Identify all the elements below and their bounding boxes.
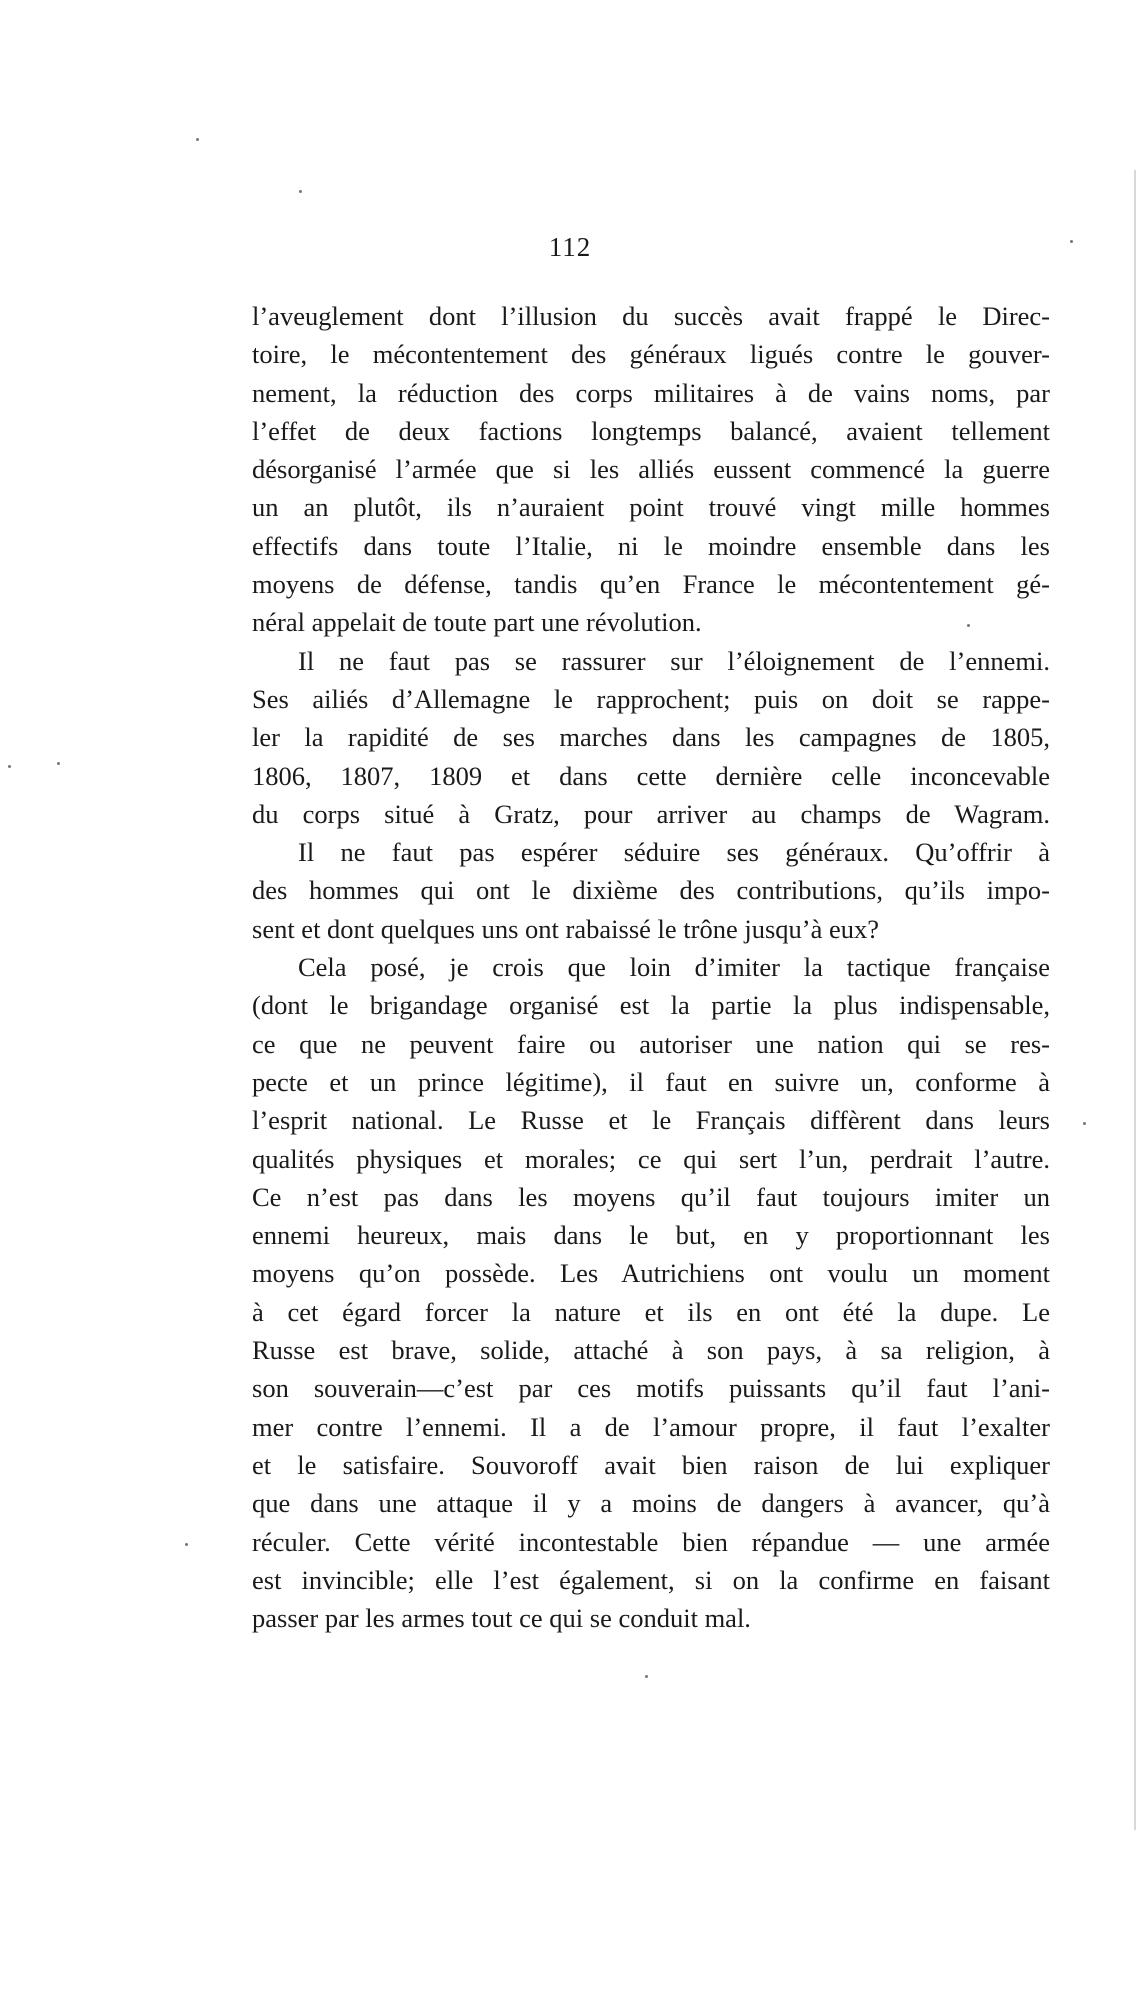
text-line: nement, la réduction des corps militaires à de vains noms, par (252, 377, 1050, 408)
text-line: désorganisé l’armée que si les alliés eussent commencé la guerre (252, 454, 1050, 485)
text-line: toire, le mécontentement des généraux ligués contre le gouver- (252, 339, 1050, 370)
scan-speck (967, 624, 970, 627)
text-line: son souverain—c’est par ces motifs puissants qu’il faut l’ani- (252, 1373, 1050, 1404)
text-line: que dans une attaque il y a moins de dangers à avancer, qu’à (252, 1488, 1050, 1519)
text-line: des hommes qui ont le dixième des contributions, qu’ils impo- (252, 875, 1050, 906)
text-line: sent et dont quelques uns ont rabaissé le trône jusqu’à eux? (252, 913, 880, 944)
scan-speck (185, 1543, 188, 1546)
text-line: Cela posé, je crois que loin d’imiter la tactique française (298, 952, 1050, 983)
text-line: et le satisfaire. Souvoroff avait bien raison de lui expliquer (252, 1449, 1050, 1480)
text-line: pecte et un prince légitime), il faut en suivre un, conforme à (252, 1066, 1050, 1097)
text-line: Ses ailiés d’Allemagne le rapprochent; puis on doit se rappe- (252, 683, 1050, 714)
text-line: l’effet de deux factions longtemps balancé, avaient tellement (252, 415, 1050, 446)
scan-speck (299, 190, 302, 193)
text-line: néral appelait de toute part une révolution. (252, 607, 702, 638)
scan-speck (57, 762, 60, 765)
text-line: ce que ne peuvent faire ou autoriser une nation qui se res- (252, 1028, 1050, 1059)
text-line: effectifs dans toute l’Italie, ni le moindre ensemble dans les (252, 530, 1050, 561)
scan-speck (1070, 240, 1073, 243)
text-line: Il ne faut pas se rassurer sur l’éloignement de l’ennemi. (298, 645, 1050, 676)
text-line: est invincible; elle l’est également, si on la confirme en faisant (252, 1564, 1050, 1595)
scan-speck (645, 1675, 648, 1678)
text-line: (dont le brigandage organisé est la partie la plus indispensable, (252, 990, 1050, 1021)
text-line: 1806, 1807, 1809 et dans cette dernière celle inconcevable (252, 760, 1050, 791)
text-line: Russe est brave, solide, attaché à son pays, à sa religion, à (252, 1335, 1050, 1366)
scan-speck (1083, 1122, 1086, 1125)
page-number: 112 (548, 232, 592, 262)
text-line: ler la rapidité de ses marches dans les campagnes de 1805, (252, 722, 1050, 753)
scan-speck (196, 138, 199, 141)
text-line: un an plutôt, ils n’auraient point trouvé vingt mille hommes (252, 492, 1050, 523)
text-line: moyens de défense, tandis qu’en France le mécontentement gé- (252, 569, 1050, 600)
text-line: ennemi heureux, mais dans le but, en y proportionnant les (252, 1220, 1050, 1251)
page-edge-line (1134, 170, 1136, 1830)
scan-speck (8, 765, 11, 768)
text-line: Il ne faut pas espérer séduire ses généraux. Qu’offrir à (298, 837, 1050, 868)
text-line: réculer. Cette vérité incontestable bien répandue — une armée (252, 1526, 1050, 1557)
text-line: l’esprit national. Le Russe et le Français diffèrent dans leurs (252, 1105, 1050, 1136)
body-text (252, 297, 1050, 1637)
text-line: passer par les armes tout ce qui se conduit mal. (252, 1603, 751, 1634)
text-line: l’aveuglement dont l’illusion du succès avait frappé le Direc- (252, 301, 1050, 331)
text-line: qualités physiques et morales; ce qui sert l’un, perdrait l’autre. (252, 1143, 1050, 1174)
text-line: moyens qu’on possède. Les Autrichiens ont voulu un moment (252, 1258, 1050, 1289)
text-line: du corps situé à Gratz, pour arriver au champs de Wagram. (252, 798, 1050, 829)
text-line: Ce n’est pas dans les moyens qu’il faut toujours imiter un (252, 1181, 1050, 1212)
text-line: mer contre l’ennemi. Il a de l’amour propre, il faut l’exalter (252, 1411, 1050, 1442)
text-line: à cet égard forcer la nature et ils en ont été la dupe. Le (252, 1296, 1050, 1327)
